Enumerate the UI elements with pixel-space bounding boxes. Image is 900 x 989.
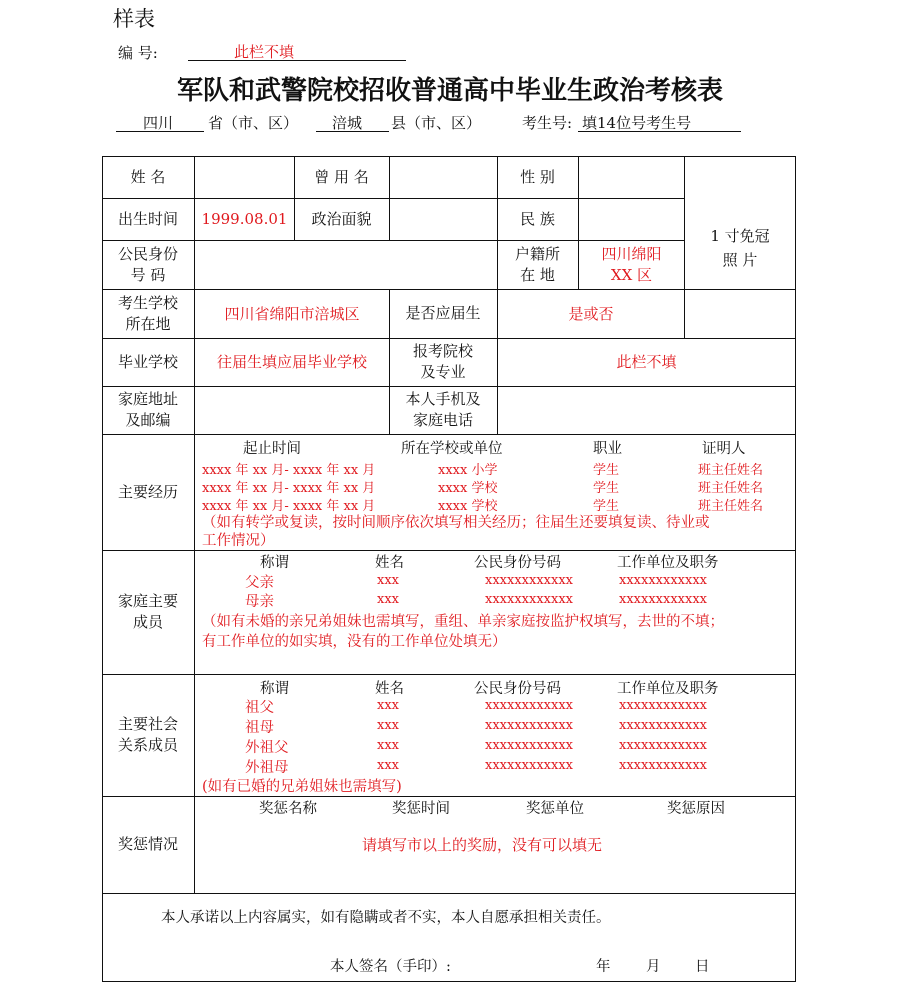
address-label-line2: 及邮编 [125,411,171,429]
experience-row-school: xxxx 学校 [438,481,498,496]
hukou-label-line2: 在 地 [520,265,555,284]
apply-school-field[interactable]: 此栏不填 [616,353,677,371]
home-address-field[interactable] [195,387,389,434]
social-relations-label [102,674,194,796]
serial-number-value[interactable]: 此栏不填 [234,43,295,61]
serial-number-underline [188,60,406,61]
school-location-field[interactable]: 四川省绵阳市涪城区 [224,304,360,323]
phone-label-line2: 家庭电话 [412,411,473,429]
experience-header-period: 起止时间 [243,441,301,457]
family-row-id: xxxxxxxxxxxx [485,573,573,588]
family-header-title: 称谓 [260,555,289,571]
social-label-line1: 主要社会 [117,715,178,733]
family-label-line2: 成员 [132,613,163,631]
province-value[interactable]: 四川 [143,114,174,132]
social-note: (如有已婚的兄弟姐妹也需填写) [202,779,402,795]
family-row-id: xxxxxxxxxxxx [485,592,573,607]
experience-note-line1: （如有转学或复读，按时间顺序依次填写相关经历；往届生还要填复读、待业或 [202,515,710,531]
county-value[interactable]: 涪城 [332,114,363,132]
experience-note-line2: 工作情况） [202,533,275,549]
experience-row-period: xxxx 年 xx 月- xxxx 年 xx 月 [202,481,376,496]
social-row-title: 外祖父 [245,740,289,756]
school-loc-label-line1: 考生学校 [117,293,178,312]
birth-field[interactable]: 1999.08.01 [201,210,288,228]
county-label: 县（市、区） [391,114,482,132]
date-month-label: 月 [646,959,661,975]
political-status-field[interactable] [390,199,497,240]
awards-header-reason: 奖惩原因 [667,801,725,817]
social-row-name: xxx [377,758,399,773]
experience-row-period: xxxx 年 xx 月- xxxx 年 xx 月 [202,463,376,478]
family-row-title: 父亲 [245,575,274,591]
phone-field[interactable] [498,387,795,434]
family-row-work: xxxxxxxxxxxx [619,573,707,588]
family-row-title: 母亲 [245,594,274,610]
social-row-id: xxxxxxxxxxxx [485,698,573,713]
social-header-name: 姓名 [375,681,404,697]
former-name-field[interactable] [390,157,497,198]
gender-field[interactable] [579,157,684,198]
family-header-id: 公民身份号码 [474,555,561,571]
name-field[interactable] [195,157,294,198]
graduate-school-field[interactable]: 往届生填应届毕业学校 [216,353,367,371]
hukou-label-line1: 户籍所 [514,244,560,263]
address-label-line1: 家庭地址 [117,390,178,408]
social-row-work: xxxxxxxxxxxx [619,758,707,773]
former-name-label: 曾 用 名 [314,167,369,186]
family-note-line1: （如有未婚的亲兄弟姐妹也需填写，重组、单亲家庭按监护权填写，去世的不填； [202,614,724,630]
signature-label: 本人签名（手印）: [330,959,451,975]
social-header-id: 公民身份号码 [474,681,561,697]
sample-label: 样表 [113,7,155,31]
fresh-graduate-field[interactable]: 是或否 [568,304,614,323]
province-label: 省（市、区） [208,114,299,132]
row-line [102,434,796,435]
experience-label: 主要经历 [117,482,178,501]
photo-box[interactable] [685,157,795,338]
gender-label: 性 别 [520,167,555,186]
family-row-name: xxx [377,573,399,588]
family-row-work: xxxxxxxxxxxx [619,592,707,607]
experience-row-period: xxxx 年 xx 月- xxxx 年 xx 月 [202,499,376,514]
social-row-name: xxx [377,718,399,733]
social-row-work: xxxxxxxxxxxx [619,738,707,753]
phone-label-line1: 本人手机及 [405,390,481,408]
phone-label [389,386,497,434]
home-address-label [102,386,194,434]
experience-row-school: xxxx 小学 [438,463,498,478]
id-number-label [102,240,194,289]
experience-row-witness: 班主任姓名 [698,463,764,478]
experience-row-witness: 班主任姓名 [698,499,764,514]
social-row-id: xxxxxxxxxxxx [485,758,573,773]
date-day-label: 日 [695,959,710,975]
awards-label: 奖惩情况 [117,835,178,853]
row-line [102,893,796,894]
row-line [102,674,796,675]
hukou-field[interactable] [579,241,684,289]
experience-row-occupation: 学生 [593,499,620,514]
awards-header-time: 奖惩时间 [392,801,450,817]
date-year-label: 年 [596,959,611,975]
experience-header-occupation: 职业 [593,441,622,457]
pledge-text: 本人承诺以上内容属实，如有隐瞒或者不实，本人自愿承担相关责任。 [161,910,611,926]
awards-header-unit: 奖惩单位 [526,801,584,817]
experience-row-witness: 班主任姓名 [698,481,764,496]
family-row-name: xxx [377,592,399,607]
social-row-work: xxxxxxxxxxxx [619,718,707,733]
awards-header-name: 奖惩名称 [259,801,317,817]
hukou-value-line2: XX 区 [610,266,653,284]
exam-number-label: 考生号: [522,114,573,132]
social-row-name: xxx [377,698,399,713]
social-row-id: xxxxxxxxxxxx [485,738,573,753]
ethnicity-field[interactable] [579,199,684,240]
photo-label-line2: 照 片 [722,250,758,269]
apply-label-line1: 报考院校 [412,342,473,360]
hukou-label [497,240,578,289]
social-row-work: xxxxxxxxxxxx [619,698,707,713]
school-location-label [102,289,194,338]
social-row-title: 祖父 [245,700,274,716]
name-label: 姓 名 [130,167,166,186]
id-label-line2: 号 码 [130,265,166,284]
experience-row-occupation: 学生 [593,481,620,496]
id-label-line1: 公民身份 [117,244,178,263]
graduate-school-label: 毕业学校 [117,352,178,371]
hukou-value-line1: 四川绵阳 [601,245,662,263]
social-row-title: 外祖母 [245,760,289,776]
signature-field[interactable] [470,955,580,975]
social-label-line2: 关系成员 [117,736,178,754]
family-header-name: 姓名 [375,555,404,571]
apply-label-line2: 及专业 [420,363,466,381]
experience-header-witness: 证明人 [702,441,746,457]
experience-row-occupation: 学生 [593,463,620,478]
apply-school-label [389,338,497,386]
family-label-line1: 家庭主要 [117,592,178,610]
social-header-work: 工作单位及职务 [617,681,719,697]
social-row-name: xxx [377,738,399,753]
family-members-label [102,550,194,674]
political-status-label: 政治面貌 [311,209,372,228]
serial-number-label: 编 号: [118,44,158,62]
school-loc-label-line2: 所在地 [125,314,171,333]
family-header-work: 工作单位及职务 [617,555,719,571]
fresh-graduate-label: 是否应届生 [405,304,481,322]
family-note-line2: 有工作单位的如实填，没有的工作单位处填无） [202,634,507,650]
ethnicity-label: 民 族 [520,209,555,228]
social-row-id: xxxxxxxxxxxx [485,718,573,733]
awards-note: 请填写市以上的奖励，没有可以填无 [362,836,603,854]
social-header-title: 称谓 [260,681,289,697]
experience-row-school: xxxx 学校 [438,499,498,514]
experience-header-school: 所在学校或单位 [401,441,503,457]
birth-label: 出生时间 [117,209,178,228]
exam-number-value[interactable]: 填14位号考生号 [582,114,692,132]
photo-label-line1: 1 寸免冠 [710,226,770,245]
social-row-title: 祖母 [245,720,274,736]
form-title: 军队和武警院校招收普通高中毕业生政治考核表 [176,76,723,106]
id-number-field[interactable] [195,241,497,289]
